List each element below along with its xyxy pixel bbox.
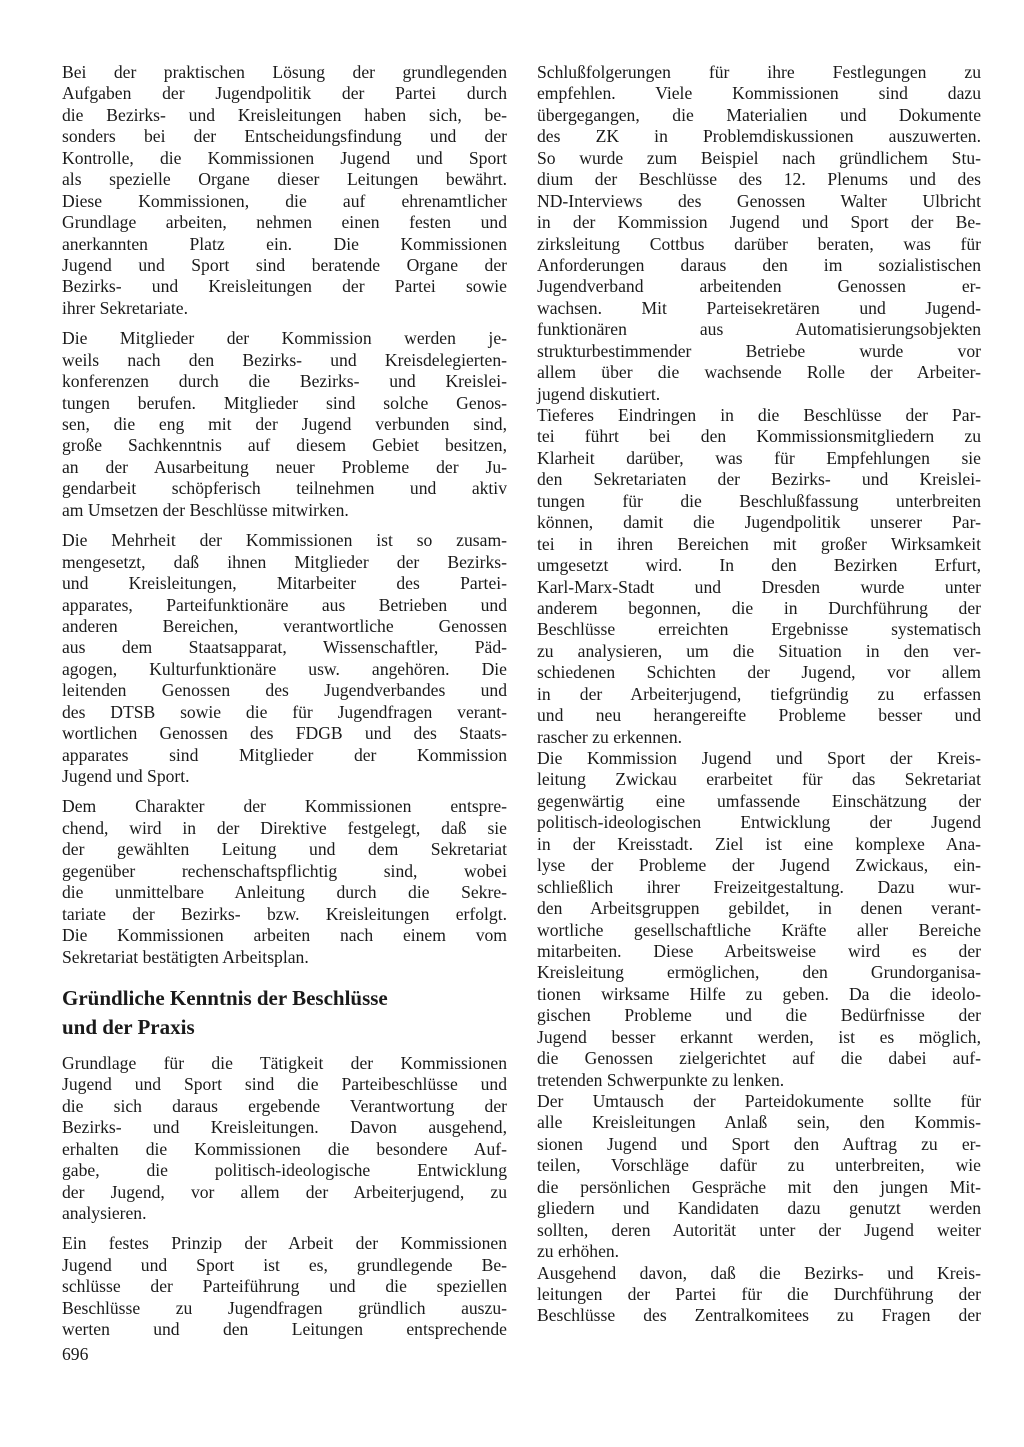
text-line: politisch-ideologischen Entwicklung der Jugend [537,812,981,833]
section-heading-line-1: Gründliche Kenntnis der Beschlüsse [62,985,388,1010]
text-line: aus dem Staatsapparat, Wissenschaftler, Päd- [62,637,507,658]
text-line: gabe, die politisch-ideologische Entwicklung [62,1160,507,1181]
text-line: sonders bei der Entscheidungsfindung und der [62,126,507,147]
text-line: den Sekretariaten der Bezirks- und Kreislei- [537,469,981,490]
text-line: Sekretariat bestätigten Arbeitsplan. [62,946,309,967]
text-line: des ZK in Problemdiskussionen auszuwerten. [537,126,981,147]
text-line: Grundlage für die Tätigkeit der Kommissionen [62,1052,507,1073]
text-line: der gewählten Leitung und dem Sekretariat [62,839,507,860]
text-line: tionen wirksame Hilfe zu geben. Da die ideolo- [537,983,981,1004]
text-line: teilen, Vorschläge dafür zu unterbreiten, wie [537,1155,981,1176]
text-line: wortlichen Genossen des FDGB und des Staats- [62,723,507,744]
text-line: Ein festes Prinzip der Arbeit der Kommissionen [62,1233,507,1254]
text-line: gegenwärtig eine umfassende Einschätzung der [537,790,981,811]
text-line: an der Ausarbeitung neuer Probleme der Ju- [62,456,507,477]
text-line: die persönlichen Gespräche mit den jungen Mit- [537,1176,981,1197]
text-line: Jugend und Sport sind die Parteibeschlüsse und [62,1074,507,1095]
text-line: tungen berufen. Mitglieder sind solche Genos- [62,392,507,413]
text-line: Grundlage arbeiten, nehmen einen festen und [62,212,507,233]
text-line: zirksleitung Cottbus darüber beraten, was für [537,233,981,254]
text-line: die Bezirks- und Kreisleitungen haben sich, be- [62,104,507,125]
text-line: dium der Beschlüsse des 12. Plenums und des [537,169,981,190]
text-line: konferenzen durch die Bezirks- und Kreislei- [62,371,507,392]
text-line: und neu herangereifte Probleme besser und [537,705,981,726]
text-line: agogen, Kulturfunktionäre usw. angehören. Die [62,658,507,679]
text-line: übergegangen, die Materialien und Dokumente [537,104,981,125]
text-line: ihrer Sekretariate. [62,297,189,318]
text-line: sen, die eng mit der Jugend verbunden sind, [62,414,507,434]
paragraph [62,1233,507,1340]
text-line: Beschlüsse des Zentralkomitees zu Fragen der [537,1305,981,1326]
text-line: mitarbeiten. Diese Arbeitsweise wird es der [537,940,981,961]
text-line: Jugend und Sport ist es, grundlegende Be- [62,1254,507,1275]
text-line: Die Mehrheit der Kommissionen ist so zusam- [62,530,507,551]
text-line: Bei der praktischen Lösung der grundlegenden [62,62,507,82]
right-column [537,62,981,1327]
text-line: tei führt bei den Kommissionsmitgliedern zu [537,426,981,447]
text-line: chend, wird in der Direktive festgelegt, daß sie [62,817,507,838]
text-line: Jugend und Sport. [62,766,190,786]
text-line: in der Kreisstadt. Ziel ist eine komplexe Ana- [537,833,981,854]
text-line: tei in ihren Bereichen mit großer Wirksamkeit [537,533,981,554]
text-line: Diese Kommissionen, die auf ehrenamtlicher [62,190,507,211]
paragraph [537,62,981,405]
right-paragraphs [537,62,981,1327]
text-line: Ausgehend davon, daß die Bezirks- und Kreis- [537,1262,981,1283]
text-line: anerkannten Platz ein. Die Kommissionen [62,233,507,254]
text-line: schließlich ihrer Freizeitgestaltung. Dazu wur- [537,876,981,897]
text-line: Die Kommission Jugend und Sport der Kreis- [537,748,981,768]
left-paragraphs-before-heading [62,62,507,968]
text-line: weils nach den Bezirks- und Kreisdelegierten- [62,349,507,370]
paragraph [62,328,507,521]
text-line: ND-Interviews des Genossen Walter Ulbricht [537,190,981,211]
text-line: wachsen. Mit Parteisekretären und Jugend- [537,297,981,318]
text-line: Kreisleitung ermöglichen, den Grundorganisa- [537,962,981,983]
text-line: leitenden Genossen des Jugendverbandes und [62,680,507,701]
text-line: gischen Probleme und die Bedürfnisse der [537,1005,981,1026]
paragraph [62,530,507,787]
text-line: des DTSB sowie die für Jugendfragen verant- [62,701,507,722]
text-line: tariate der Bezirks- bzw. Kreisleitungen erfolgt. [62,903,507,924]
text-line: leitungen der Partei für die Durchführung der [537,1283,981,1304]
text-line: apparates, Parteifunktionäre aus Betrieben und [62,594,507,615]
text-line: und Kreisleitungen, Mitarbeiter des Partei- [62,573,507,594]
text-line: strukturbestimmender Betriebe wurde vor [537,340,981,361]
text-line: Bezirks- und Kreisleitungen. Davon ausgehend, [62,1117,507,1138]
text-line: wortliche gesellschaftliche Kräfte aller Bereiche [537,919,981,940]
text-line: Die Mitglieder der Kommission werden je- [62,328,507,349]
text-line: analysieren. [62,1203,147,1223]
text-line: Tieferes Eindringen in die Beschlüsse der Par- [537,405,981,425]
text-line: erhalten die Kommissionen die besondere Auf- [62,1138,507,1159]
text-line: die unmittelbare Anleitung durch die Sekre- [62,882,507,903]
text-line: jugend diskutiert. [537,383,661,404]
text-line: Beschlüsse zu Jugendfragen gründlich auszu- [62,1297,507,1318]
text-line: schiedenen Schichten der Jugend, vor allem [537,662,981,683]
text-line: große Sachkenntnis auf diesem Gebiet besitzen, [62,435,507,456]
text-line: lyse der Probleme der Jugend Zwickaus, ein- [537,855,981,876]
text-line: die sich daraus ergebende Verantwortung der [62,1095,507,1116]
text-line: am Umsetzen der Beschlüsse mitwirken. [62,499,349,520]
text-line: gegenüber rechenschaftspflichtig sind, wobei [62,860,507,881]
page-number: 696 [62,1344,89,1364]
paragraph [537,405,981,748]
text-line: Anforderungen daraus den im sozialistischen [537,254,981,275]
text-line: Der Umtausch der Parteidokumente sollte für [537,1091,981,1111]
paragraph [62,1053,507,1225]
text-line: Jugendverband arbeitenden Genossen er- [537,276,981,297]
paragraph [537,1263,981,1327]
text-line: zu erhöhen. [537,1241,620,1262]
text-line: funktionären aus Automatisierungsobjekten [537,319,981,340]
section-heading-line-2: und der Praxis [62,1014,195,1039]
text-line: Karl-Marx-Stadt und Dresden wurde unter [537,576,981,597]
text-line: alle Kreisleitungen Anlaß sein, den Kommis- [537,1112,981,1133]
text-line: sionen Jugend und Sport den Auftrag zu er- [537,1133,981,1154]
text-line: tungen für die Beschlußfassung unterbreiten [537,490,981,511]
text-line: in der Kommission Jugend und Sport der Be- [537,212,981,233]
text-line: Jugend besser erkannt werden, ist es möglich, [537,1026,981,1047]
text-line: rascher zu erkennen. [537,726,683,747]
text-line: So wurde zum Beispiel nach gründlichem Stu- [537,147,981,168]
text-line: anderen Bereichen, verantwortliche Genossen [62,615,507,636]
left-column [62,62,507,1350]
text-line: empfehlen. Viele Kommissionen sind dazu [537,83,981,104]
paragraph [537,748,981,1091]
text-line: in der Arbeiterjugend, tiefgründig zu erfassen [537,683,981,704]
text-line: Dem Charakter der Kommissionen entspre- [62,796,507,817]
left-paragraphs-after-heading [62,1053,507,1341]
text-line: können, damit die Jugendpolitik unserer Par- [537,512,981,533]
text-line: Klarheit darüber, was für Empfehlungen sie [537,447,981,468]
text-line: Bezirks- und Kreisleitungen der Partei sowie [62,276,507,297]
text-line: gendarbeit schöpferisch teilnehmen und aktiv [62,478,507,499]
text-line: allem über die wachsende Rolle der Arbeiter- [537,362,981,383]
paragraph [537,1091,981,1263]
text-line: leitung Zwickau erarbeitet für das Sekretariat [537,769,981,790]
text-line: mengesetzt, daß ihnen Mitglieder der Bezirks- [62,551,507,572]
text-line: der Jugend, vor allem der Arbeiterjugend, zu [62,1181,507,1202]
text-line: zu analysieren, um die Situation in den ver- [537,640,981,661]
text-line: die Genossen zielgerichtet auf die dabei auf- [537,1048,981,1069]
section-heading [62,984,507,1042]
text-line: tretenden Schwerpunkte zu lenken. [537,1069,785,1090]
text-line: anderem begonnen, die in Durchführung der [537,597,981,618]
text-line: umgesetzt wird. In den Bezirken Erfurt, [537,555,981,576]
text-line: Jugend und Sport sind beratende Organe der [62,254,507,275]
text-line: sollten, deren Autorität unter der Jugend weiter [537,1219,981,1240]
text-line: als spezielle Organe dieser Leitungen bewährt. [62,169,507,190]
text-line: werten und den Leitungen entsprechende [62,1319,507,1340]
text-line: Die Kommissionen arbeiten nach einem vom [62,925,507,946]
text-line: Kontrolle, die Kommissionen Jugend und Sport [62,147,507,168]
text-line: schlüsse der Parteiführung und die speziellen [62,1276,507,1297]
text-line: gliedern und Kandidaten dazu genutzt werden [537,1198,981,1219]
paragraph [62,62,507,319]
text-line: apparates sind Mitglieder der Kommission [62,744,507,765]
text-line: Aufgaben der Jugendpolitik der Partei durch [62,83,507,104]
text-line: den Arbeitsgruppen gebildet, in denen verant- [537,898,981,919]
text-line: Beschlüsse erreichten Ergebnisse systematisch [537,619,981,640]
paragraph [62,796,507,968]
text-line: Schlußfolgerungen für ihre Festlegungen zu [537,62,981,82]
